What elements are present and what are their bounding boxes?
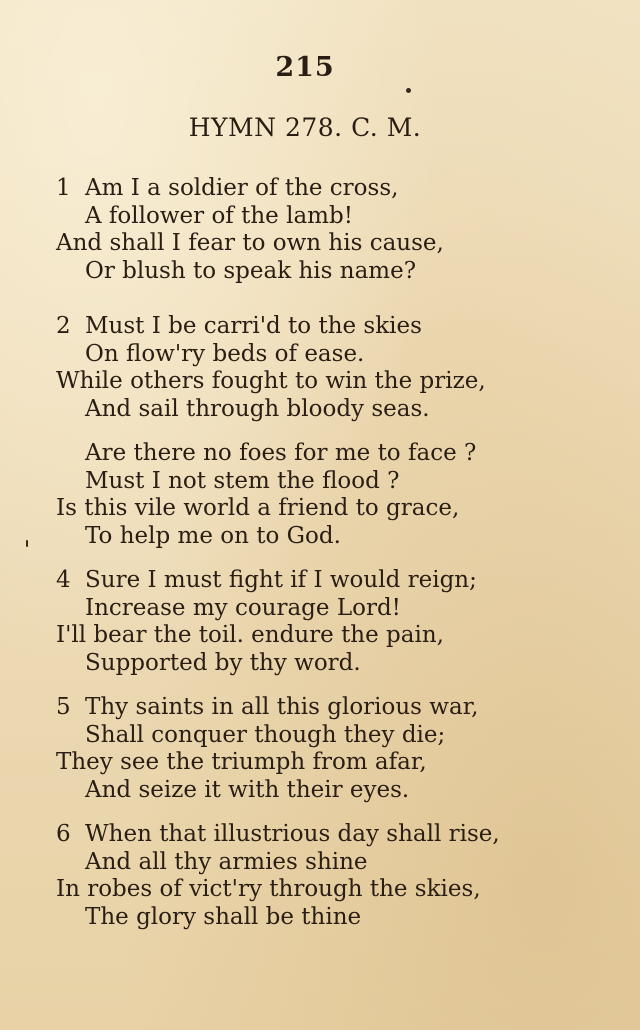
- verse-line: Is this vile world a friend to grace,: [56, 495, 460, 521]
- verse-line: On flow'ry beds of ease.: [85, 340, 365, 367]
- verse-2: [56, 313, 616, 423]
- verse-number: 5: [56, 694, 71, 720]
- verse-line: 2 Must I be carri'd to the skies: [56, 313, 422, 339]
- hymn-title: HYMN 278. C. M.: [188, 113, 422, 142]
- verse-number: 1: [56, 175, 71, 201]
- verse-number: 4: [56, 567, 71, 593]
- verse-line: The glory shall be thine: [85, 903, 362, 930]
- verse-line: 1 Am I a soldier of the cross,: [56, 175, 399, 201]
- verse-line: And sail through bloody seas.: [85, 395, 430, 422]
- verse-line: Increase my courage Lord!: [85, 594, 401, 621]
- verse-number: 6: [56, 821, 71, 847]
- verse-line: Must I not stem the flood ?: [85, 467, 400, 494]
- verse-line: I'll bear the toil. endure the pain,: [56, 622, 444, 648]
- verse-line: They see the triumph from afar,: [56, 749, 427, 775]
- hymn-verses: [56, 175, 616, 931]
- verse-5: [56, 694, 616, 804]
- verse-number: 2: [56, 313, 71, 339]
- verse-line: Shall conquer though they die;: [85, 721, 446, 748]
- verse-line: A follower of the lamb!: [85, 202, 353, 229]
- verse-1: [56, 175, 616, 285]
- verse-4: [56, 567, 616, 677]
- page-number: 215: [275, 52, 335, 83]
- verse-line: 5 Thy saints in all this glorious war,: [56, 694, 479, 720]
- verse-line: In robes of vict'ry through the skies,: [56, 876, 481, 902]
- verse-line: Are there no foes for me to face ?: [85, 440, 477, 466]
- verse-line: Supported by thy word.: [85, 649, 361, 676]
- ink-speck: [26, 540, 28, 547]
- verse-line: Or blush to speak his name?: [85, 257, 417, 284]
- verse-line: And all thy armies shine: [85, 848, 368, 875]
- verse-line: To help me on to God.: [85, 522, 341, 549]
- ink-speck: [406, 88, 411, 93]
- verse-line: 4 Sure I must fight if I would reign;: [56, 567, 477, 593]
- verse-line: And shall I fear to own his cause,: [56, 230, 444, 256]
- verse-3: [56, 440, 616, 550]
- verse-line: 6 When that illustrious day shall rise,: [56, 821, 500, 847]
- verse-6: [56, 821, 616, 931]
- verse-line: And seize it with their eyes.: [85, 776, 410, 803]
- verse-line: While others fought to win the prize,: [56, 368, 486, 394]
